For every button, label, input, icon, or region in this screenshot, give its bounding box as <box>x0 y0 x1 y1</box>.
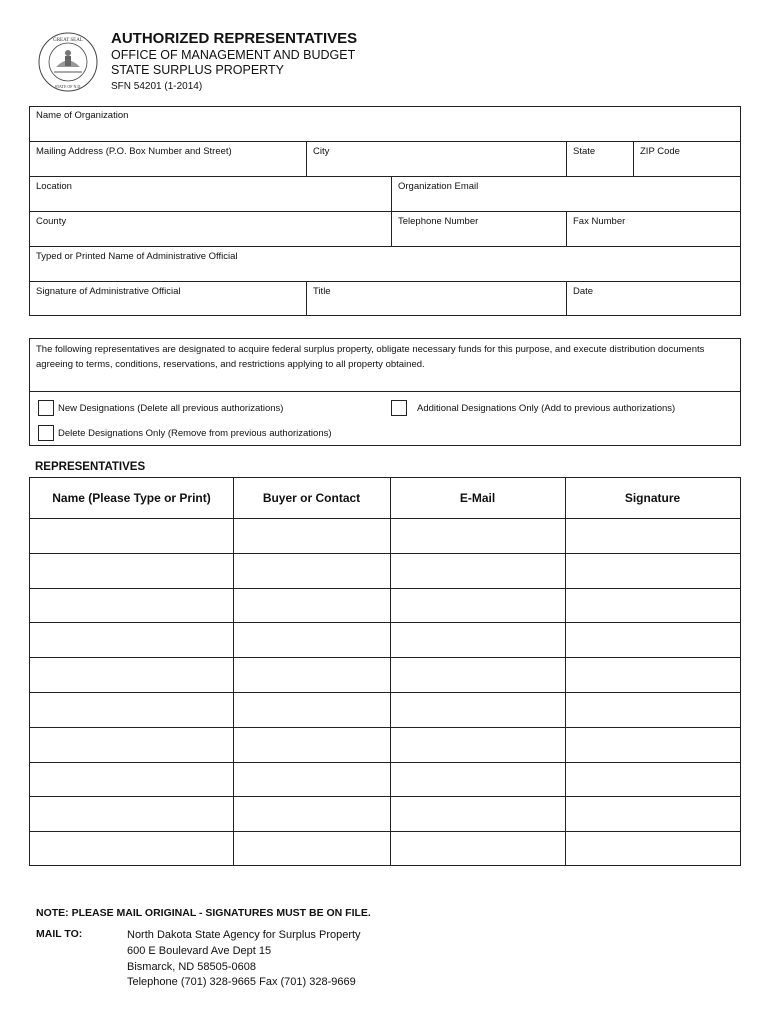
representative-name-cell[interactable] <box>30 657 233 692</box>
svg-text:GREAT SEAL: GREAT SEAL <box>53 38 83 43</box>
representative-signature-cell[interactable] <box>565 762 740 796</box>
fax-label: Fax Number <box>573 216 626 227</box>
designation-box <box>29 338 741 446</box>
new-designations-checkbox[interactable] <box>38 400 54 416</box>
city-field[interactable] <box>306 142 566 176</box>
representative-name-cell[interactable] <box>30 796 233 831</box>
admin-name-label: Typed or Printed Name of Administrative Official <box>36 251 238 262</box>
additional-designations-option[interactable] <box>391 400 675 416</box>
org-email-field[interactable] <box>391 177 740 211</box>
mailing-address-field[interactable] <box>30 142 306 176</box>
representative-email-cell[interactable] <box>390 657 565 692</box>
city-label: City <box>313 146 330 157</box>
form-number: SFN 54201 (1-2014) <box>111 81 203 92</box>
representative-email-cell[interactable] <box>390 588 565 622</box>
delete-designations-option[interactable] <box>38 425 332 441</box>
representative-name-cell[interactable] <box>30 553 233 588</box>
representative-name-cell[interactable] <box>30 518 233 553</box>
org-name-label: Name of Organization <box>36 110 129 121</box>
representative-buyer-contact-cell[interactable] <box>233 692 390 727</box>
location-label: Location <box>36 181 72 192</box>
telephone-field[interactable] <box>391 212 566 246</box>
representative-buyer-contact-cell[interactable] <box>233 727 390 762</box>
column-header-signature: Signature <box>624 491 681 505</box>
address-line: Telephone (701) 328-9665 Fax (701) 328-9669 <box>127 976 356 989</box>
date-label: Date <box>573 286 594 297</box>
state-label: State <box>573 146 596 157</box>
form-header <box>111 30 357 93</box>
representative-buyer-contact-cell[interactable] <box>233 831 390 865</box>
location-field[interactable] <box>30 177 391 211</box>
representative-email-cell[interactable] <box>390 692 565 727</box>
address-line: 600 E Boulevard Ave Dept 15 <box>127 944 272 957</box>
telephone-label: Telephone Number <box>398 216 479 227</box>
column-header-email: E-Mail <box>459 491 496 505</box>
representative-name-cell[interactable] <box>30 727 233 762</box>
address-line: North Dakota State Agency for Surplus Property <box>127 929 361 941</box>
admin-signature-field[interactable] <box>30 282 306 316</box>
form-title: AUTHORIZED REPRESENTATIVES <box>111 30 358 47</box>
representative-name-cell[interactable] <box>30 692 233 727</box>
representative-name-cell[interactable] <box>30 831 233 865</box>
county-field[interactable] <box>30 212 391 246</box>
zip-field[interactable] <box>633 142 740 176</box>
representative-email-cell[interactable] <box>390 622 565 657</box>
representative-signature-cell[interactable] <box>565 796 740 831</box>
representative-signature-cell[interactable] <box>565 657 740 692</box>
representative-email-cell[interactable] <box>390 831 565 865</box>
representative-email-cell[interactable] <box>390 796 565 831</box>
additional-designations-checkbox[interactable] <box>391 400 407 416</box>
org-name-field[interactable] <box>30 106 740 141</box>
fax-field[interactable] <box>566 212 740 246</box>
representative-buyer-contact-cell[interactable] <box>233 796 390 831</box>
representative-email-cell[interactable] <box>390 762 565 796</box>
mailing-address-label: Mailing Address (P.O. Box Number and Street) <box>36 146 232 157</box>
county-label: County <box>36 216 67 227</box>
new-designations-option[interactable] <box>38 400 283 416</box>
date-field[interactable] <box>566 282 740 316</box>
representative-name-cell[interactable] <box>30 762 233 796</box>
mail-to-label: MAIL TO: <box>36 928 83 940</box>
admin-signature-label: Signature of Administrative Official <box>36 286 181 297</box>
representative-signature-cell[interactable] <box>565 588 740 622</box>
representative-buyer-contact-cell[interactable] <box>233 553 390 588</box>
division-name: STATE SURPLUS PROPERTY <box>111 63 284 77</box>
state-seal-logo <box>38 32 98 92</box>
representative-email-cell[interactable] <box>390 727 565 762</box>
designation-statement: The following representatives are designated to acquire federal surplus property, obligate necessary funds for this purpose, and execute distribution documents agreeing to terms, conditions, reservations, and restrictions applying to all property obtained. <box>36 344 705 370</box>
organization-info-grid <box>29 106 741 316</box>
svg-text:STATE OF N.D.: STATE OF N.D. <box>54 84 82 89</box>
column-header-name: Name (Please Type or Print) <box>52 491 211 505</box>
delete-designations-label: Delete Designations Only (Remove from previous authorizations) <box>58 427 332 439</box>
representatives-table <box>29 477 741 866</box>
column-header-buyer-contact: Buyer or Contact <box>262 491 361 505</box>
representative-buyer-contact-cell[interactable] <box>233 588 390 622</box>
representatives-heading: REPRESENTATIVES <box>35 461 146 473</box>
representative-buyer-contact-cell[interactable] <box>233 518 390 553</box>
title-field[interactable] <box>306 282 566 316</box>
representative-signature-cell[interactable] <box>565 692 740 727</box>
representative-buyer-contact-cell[interactable] <box>233 622 390 657</box>
representative-signature-cell[interactable] <box>565 831 740 865</box>
representative-buyer-contact-cell[interactable] <box>233 762 390 796</box>
title-label: Title <box>313 286 331 297</box>
zip-label: ZIP Code <box>640 146 680 157</box>
representative-signature-cell[interactable] <box>565 518 740 553</box>
additional-designations-label: Additional Designations Only (Add to previous authorizations) <box>417 402 676 414</box>
representative-name-cell[interactable] <box>30 622 233 657</box>
mailing-address-block <box>127 928 361 991</box>
new-designations-label: New Designations (Delete all previous authorizations) <box>58 402 284 414</box>
org-email-label: Organization Email <box>398 181 479 192</box>
mail-note: NOTE: PLEASE MAIL ORIGINAL - SIGNATURES MUST BE ON FILE. <box>36 907 371 919</box>
representative-email-cell[interactable] <box>390 553 565 588</box>
address-line: Bismarck, ND 58505-0608 <box>127 960 257 973</box>
representative-signature-cell[interactable] <box>565 622 740 657</box>
admin-name-field[interactable] <box>30 246 740 281</box>
state-field[interactable] <box>566 142 633 176</box>
representative-email-cell[interactable] <box>390 518 565 553</box>
delete-designations-checkbox[interactable] <box>38 425 54 441</box>
representative-name-cell[interactable] <box>30 588 233 622</box>
representative-signature-cell[interactable] <box>565 727 740 762</box>
representative-buyer-contact-cell[interactable] <box>233 657 390 692</box>
representative-signature-cell[interactable] <box>565 553 740 588</box>
office-name: OFFICE OF MANAGEMENT AND BUDGET <box>111 48 356 62</box>
